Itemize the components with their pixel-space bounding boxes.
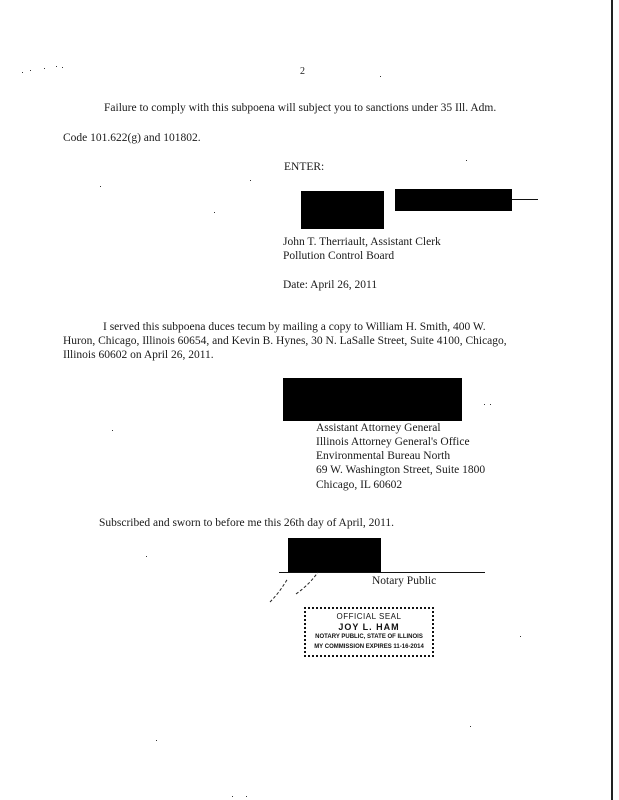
service-line-1: I served this subpoena duces tecum by mailing a copy to William H. Smith, 400 W. <box>103 321 486 333</box>
enter-label: ENTER: <box>284 161 325 173</box>
clerk-date: Date: April 26, 2011 <box>283 279 378 291</box>
scan-edge-line <box>611 0 613 800</box>
scan-speck <box>62 67 63 68</box>
scan-speck <box>156 740 157 741</box>
sanctions-warning-line-2: Code 101.622(g) and 101802. <box>63 132 201 144</box>
redacted-signature <box>395 189 512 211</box>
scan-speck <box>246 796 247 797</box>
scan-speck <box>22 72 23 73</box>
scan-speck <box>214 212 215 213</box>
scan-speck <box>380 76 381 77</box>
scan-speck <box>232 796 233 797</box>
service-line-2: Huron, Chicago, Illinois 60654, and Kevin B. Hynes, 30 N. LaSalle Street, Suite 4100, Chicago, <box>63 335 507 347</box>
seal-expiration-line: MY COMMISSION EXPIRES 11-16-2014 <box>314 644 424 650</box>
scan-speck <box>470 726 471 727</box>
redacted-signature <box>301 191 384 229</box>
notary-public-label: Notary Public <box>372 575 437 587</box>
notary-seal-stamp <box>304 607 434 657</box>
signature-flourish <box>262 570 322 604</box>
attorney-bureau: Environmental Bureau North <box>316 450 451 462</box>
scan-speck <box>112 430 113 431</box>
scan-speck <box>520 636 521 637</box>
scan-speck <box>30 70 31 71</box>
scan-speck <box>466 160 467 161</box>
redacted-attorney-signature <box>283 378 462 421</box>
attorney-title: Assistant Attorney General <box>316 422 441 434</box>
clerk-name: John T. Therriault, Assistant Clerk <box>283 236 441 248</box>
seal-line-1: OFFICIAL SEAL <box>336 612 402 621</box>
scan-speck <box>490 404 491 405</box>
redacted-notary-signature <box>288 538 381 573</box>
seal-notary-name: JOY L. HAM <box>338 622 400 632</box>
sanctions-warning-line-1: Failure to comply with this subpoena will subject you to sanctions under 35 Ill. Adm. <box>104 102 497 114</box>
scan-speck <box>56 66 57 67</box>
scan-speck <box>484 404 485 405</box>
scan-speck <box>100 186 101 187</box>
scan-speck <box>44 68 45 69</box>
page-number: 2 <box>300 66 305 77</box>
clerk-board: Pollution Control Board <box>283 250 395 262</box>
seal-state-line: NOTARY PUBLIC, STATE OF ILLINOIS <box>315 634 423 640</box>
scan-speck <box>250 180 251 181</box>
attorney-city: Chicago, IL 60602 <box>316 479 403 491</box>
attorney-street: 69 W. Washington Street, Suite 1800 <box>316 464 486 476</box>
subscribed-sworn-text: Subscribed and sworn to before me this 26th day of April, 2011. <box>99 517 395 529</box>
signature-stroke <box>512 199 538 200</box>
attorney-office: Illinois Attorney General's Office <box>316 436 470 448</box>
scan-speck <box>146 556 147 557</box>
service-line-3: Illinois 60602 on April 26, 2011. <box>63 349 214 361</box>
